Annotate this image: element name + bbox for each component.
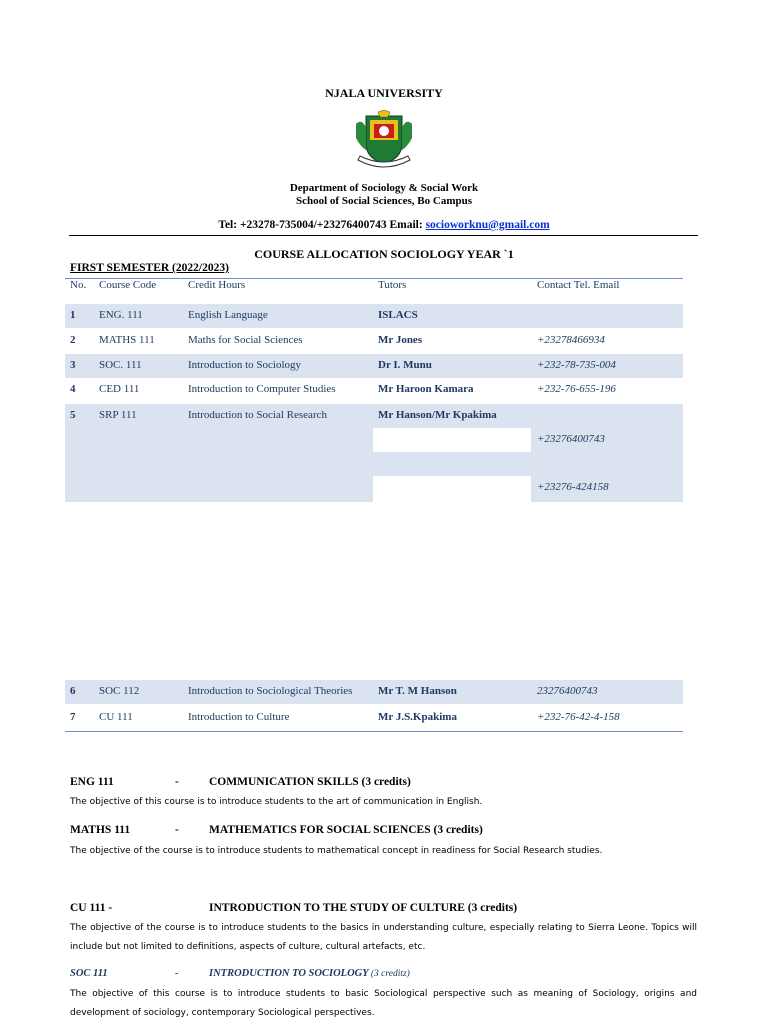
course-title: Maths for Social Sciences [188,334,303,346]
blank-cell [373,428,531,452]
section-description: The objective of the course is to introduce students to the basics in understanding culture, especially relating to Sierra Leone. Topics will include but not limited to definitions, aspects of culture, cultural artefacts, etc. [70,923,697,952]
column-header-tutors: Tutors [378,279,407,291]
table-row [65,680,683,704]
row-number: 3 [70,359,76,371]
course-title: English Language [188,309,268,321]
course-code: MATHS 111 [99,334,155,346]
row-number: 1 [70,309,76,321]
section-dash: - [175,824,179,836]
section-dash: - [175,968,179,979]
section-description: The objective of the course is to introduce students to mathematical concept in readiness for Social Research studies. [70,846,603,856]
telephone-text: Tel: +23278-735004/+23276400743 Email: [218,219,426,231]
section-description: The objective of this course is to introduce students to basic Sociological perspective such as meaning of Sociology, origins and development of sociology, contemporary Sociological perspectives. [70,989,697,1018]
tutor-name: Mr Jones [378,334,423,346]
section-title: INTRODUCTION TO THE STUDY OF CULTURE (3 credits) [209,902,518,914]
course-title: Introduction to Sociology [188,359,302,371]
blank-cell [373,476,531,502]
section-title-group [209,968,410,979]
column-header-no: No. [70,279,87,291]
tutor-contact: +232-78-735-004 [537,359,616,371]
course-code: SOC. 111 [99,359,142,371]
table-header-row [65,278,683,302]
table-row [65,706,683,730]
section-title: MATHEMATICS FOR SOCIAL SCIENCES (3 credits) [209,824,483,836]
course-code: SRP 111 [99,409,137,421]
table-bottom-border [65,731,683,732]
course-title: Introduction to Social Research [188,409,327,421]
row-number: 4 [70,383,76,395]
tutor-name: Dr I. Munu [378,359,432,371]
column-header-code: Course Code [99,279,157,291]
table-row [65,404,683,502]
school-name: School of Social Sciences, Bo Campus [295,195,472,207]
tutor-contact: 23276400743 [537,685,598,697]
course-code: CED 111 [99,383,140,395]
section-dash: - [175,776,179,788]
section-code: SOC 111 [70,968,108,979]
course-code: SOC 112 [99,685,140,697]
tutor-name: Mr Haroon Kamara [378,383,474,395]
university-name: NJALA UNIVERSITY [325,86,443,100]
allocation-title: COURSE ALLOCATION SOCIOLOGY YEAR `1 [254,247,514,261]
table-row [65,378,683,402]
tutor-contact: +23276400743 [537,433,605,445]
course-title: Introduction to Computer Studies [188,383,336,395]
email-link[interactable]: socioworknu@gmail.com [425,219,550,231]
university-crest-icon [352,110,416,172]
row-number: 7 [70,711,76,723]
tutor-name: Mr Hanson/Mr Kpakima [378,409,497,421]
row-number: 6 [70,685,76,697]
section-code: CU 111 - [70,902,113,914]
section-description: The objective of this course is to introduce students to the art of communication in English. [70,797,483,807]
department-block [0,182,768,208]
course-code: CU 111 [99,711,133,723]
table-row [65,304,683,328]
tutor-contact: +23276-424158 [537,481,609,493]
course-title: Introduction to Culture [188,711,290,723]
column-header-credit-hours: Credit Hours [188,279,246,291]
table-row [65,329,683,353]
tutor-contact: +232-76-655-196 [537,383,616,395]
section-credits: (3 creditz) [370,969,410,979]
section-title: INTRODUCTION TO SOCIOLOGY [209,968,369,979]
section-title: COMMUNICATION SKILLS (3 credits) [209,776,411,788]
row-number: 5 [70,409,76,421]
department-name: Department of Sociology & Social Work [289,182,479,194]
table-top-border [65,278,683,279]
tutor-name: Mr T. M Hanson [378,685,457,697]
table-row [65,354,683,378]
tutor-name: Mr J.S.Kpakima [378,711,457,723]
course-title: Introduction to Sociological Theories [188,685,353,697]
tutor-contact: +232-76-42-4-158 [537,711,620,723]
column-header-contact: Contact Tel. Email [537,279,620,291]
section-code: MATHS 111 [70,824,131,836]
tutor-contact: +23278466934 [537,334,605,346]
contact-line [0,219,768,231]
tutor-name: ISLACS [378,309,418,321]
course-code: ENG. 111 [99,309,143,321]
row-number: 2 [70,334,76,346]
section-code: ENG 111 [70,776,114,788]
header-divider [69,235,698,236]
semester-title: FIRST SEMESTER (2022/2023) [70,262,229,274]
